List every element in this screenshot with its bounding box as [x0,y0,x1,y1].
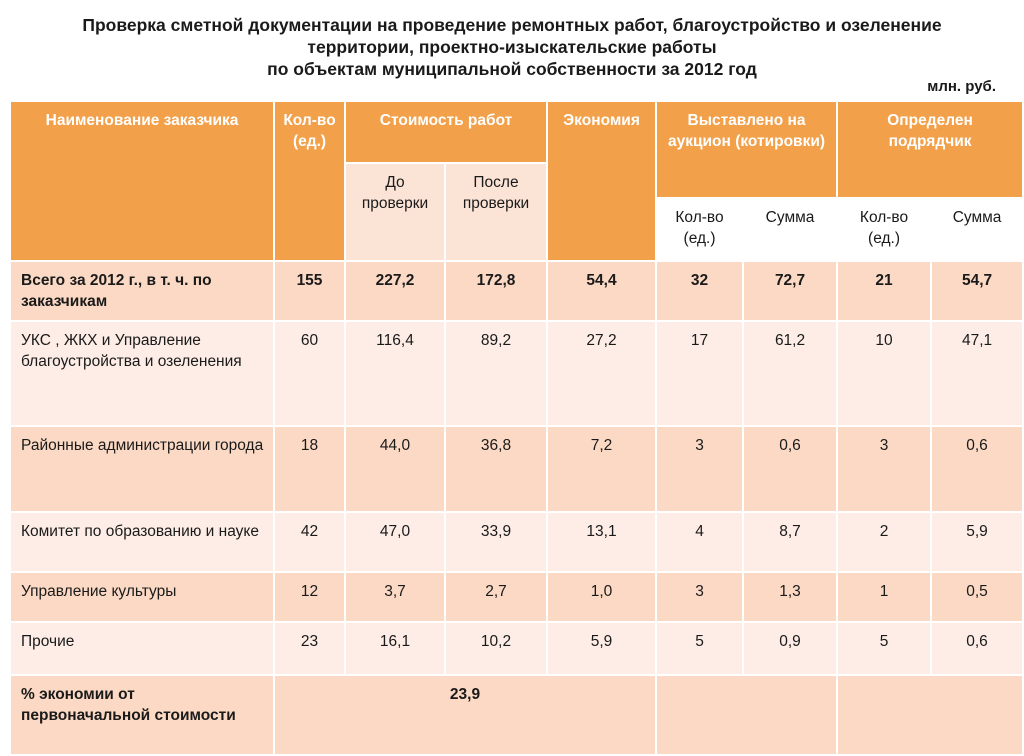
row-before: 227,2 [345,261,445,321]
row-savings: 7,2 [547,426,656,512]
row-contractor-sum: 5,9 [931,512,1023,572]
table-row-total [10,261,1023,321]
title-line-2: территории, проектно-изыскательские работы [307,37,717,57]
header-auction-count: Кол-во (ед.) [656,198,743,261]
table-row [10,426,1023,512]
header-count: Кол-во (ед.) [274,101,345,261]
row-after: 89,2 [445,321,547,426]
footer-label: % экономии от первоначальной стоимости [10,675,274,755]
row-count: 18 [274,426,345,512]
header-name: Наименование заказчика [10,101,274,261]
row-contractor-count: 21 [837,261,931,321]
header-before: До проверки [345,163,445,261]
header-contractor: Определен подрядчик [837,101,1023,198]
row-auction-sum: 61,2 [743,321,837,426]
row-contractor-count: 5 [837,622,931,675]
row-savings: 1,0 [547,572,656,622]
page-title [0,14,1024,80]
row-count: 155 [274,261,345,321]
footer-empty-contractor [837,675,1023,755]
title-line-1: Проверка сметной документации на проведение ремонтных работ, благоустройство и озеленение [82,15,942,35]
row-auction-count: 3 [656,426,743,512]
header-savings: Экономия [547,101,656,261]
table-row [10,512,1023,572]
row-after: 36,8 [445,426,547,512]
row-auction-sum: 72,7 [743,261,837,321]
row-contractor-sum: 47,1 [931,321,1023,426]
row-before: 16,1 [345,622,445,675]
row-auction-sum: 0,6 [743,426,837,512]
row-name: Всего за 2012 г., в т. ч. по заказчикам [10,261,274,321]
unit-label: млн. руб. [927,78,996,95]
row-after: 10,2 [445,622,547,675]
title-line-3: по объектам муниципальной собственности за 2012 год [267,59,757,79]
row-count: 42 [274,512,345,572]
row-savings: 27,2 [547,321,656,426]
row-before: 3,7 [345,572,445,622]
row-name: Управление культуры [10,572,274,622]
row-contractor-count: 2 [837,512,931,572]
header-after: После проверки [445,163,547,261]
row-after: 172,8 [445,261,547,321]
table-row [10,622,1023,675]
row-name: Комитет по образованию и науке [10,512,274,572]
table-row-savings-percent [10,675,1023,755]
row-name: УКС , ЖКХ и Управление благоустройства и озеленения [10,321,274,426]
row-auction-count: 5 [656,622,743,675]
row-auction-sum: 0,9 [743,622,837,675]
row-after: 33,9 [445,512,547,572]
row-contractor-sum: 0,6 [931,426,1023,512]
row-auction-sum: 1,3 [743,572,837,622]
table-row [10,321,1023,426]
row-before: 44,0 [345,426,445,512]
header-contractor-sum: Сумма [931,198,1023,261]
row-contractor-sum: 54,7 [931,261,1023,321]
row-name: Районные администрации города [10,426,274,512]
row-auction-sum: 8,7 [743,512,837,572]
footer-empty-auction [656,675,837,755]
row-contractor-count: 10 [837,321,931,426]
table-row [10,572,1023,622]
row-before: 116,4 [345,321,445,426]
row-savings: 54,4 [547,261,656,321]
row-after: 2,7 [445,572,547,622]
row-count: 23 [274,622,345,675]
row-before: 47,0 [345,512,445,572]
row-savings: 5,9 [547,622,656,675]
row-contractor-sum: 0,5 [931,572,1023,622]
estimate-table [9,100,1024,756]
header-auction: Выставлено на аукцион (котировки) [656,101,837,198]
row-count: 60 [274,321,345,426]
header-cost: Стоимость работ [345,101,547,163]
header-contractor-count: Кол-во (ед.) [837,198,931,261]
row-auction-count: 32 [656,261,743,321]
row-contractor-sum: 0,6 [931,622,1023,675]
row-contractor-count: 3 [837,426,931,512]
row-auction-count: 3 [656,572,743,622]
row-auction-count: 4 [656,512,743,572]
footer-value: 23,9 [274,675,656,755]
row-count: 12 [274,572,345,622]
header-auction-sum: Сумма [743,198,837,261]
row-auction-count: 17 [656,321,743,426]
row-savings: 13,1 [547,512,656,572]
row-contractor-count: 1 [837,572,931,622]
row-name: Прочие [10,622,274,675]
